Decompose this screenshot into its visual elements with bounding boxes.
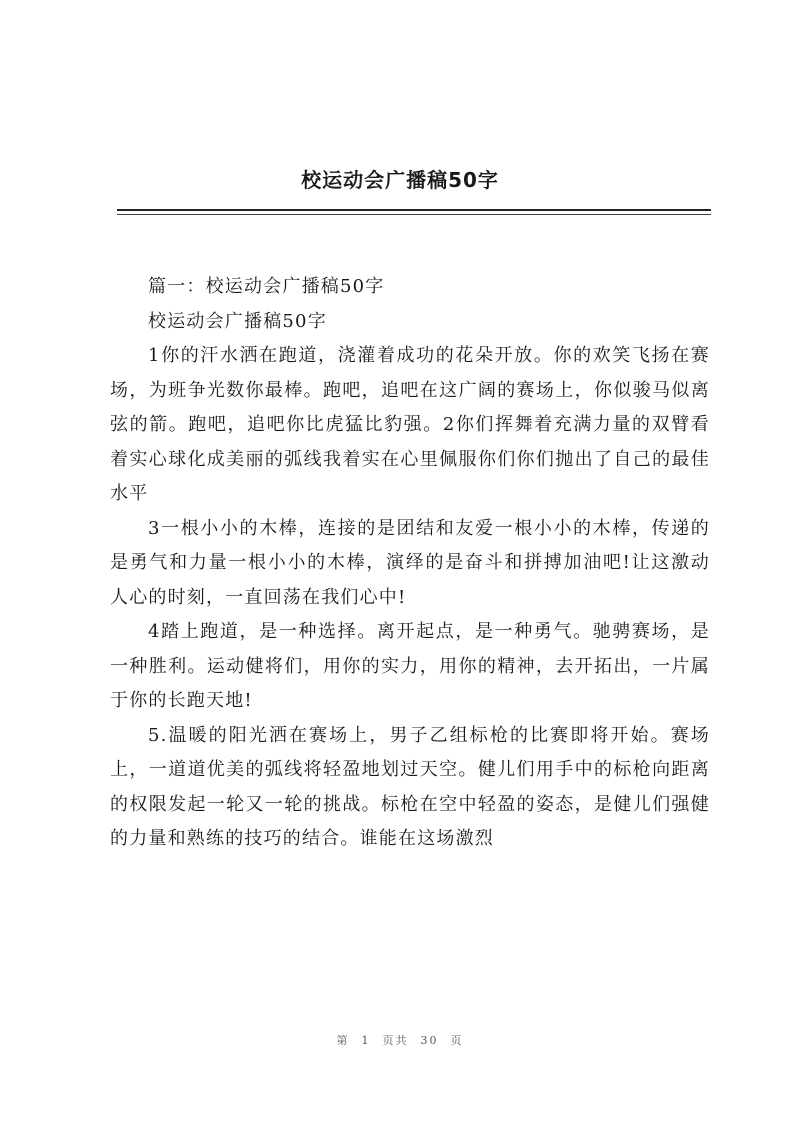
page-footer <box>0 1032 800 1048</box>
footer-suffix: 页 <box>450 1034 464 1047</box>
subtitle-line: 校运动会广播稿50字 <box>148 310 327 332</box>
title-underline <box>117 209 711 211</box>
paragraph: 3一根小小的木棒，连接的是团结和友爱一根小小的木棒，传递的是勇气和力量一根小小的木棒，演绎的是奋斗和拼搏加油吧!让这激动人心的时刻，一直回荡在我们心中! <box>110 517 710 608</box>
footer-current-page: 1 <box>361 1034 371 1047</box>
footer-prefix: 第 <box>336 1034 350 1047</box>
title-underline-thin <box>117 214 711 215</box>
footer-total-pages: 30 <box>420 1034 439 1047</box>
paragraph: 4踏上跑道，是一种选择。离开起点，是一种勇气。驰骋赛场，是一种胜利。运动健将们，用你的实力，用你的精神，去开拓出，一片属于你的长跑天地! <box>110 621 710 711</box>
paragraph: 5.温暖的阳光洒在赛场上，男子乙组标枪的比赛即将开始。赛场上，一道道优美的弧线将轻盈地划过天空。健儿们用手中的标枪向距离的权限发起一轮又一轮的挑战。标枪在空中轻盈的姿态，是健儿们强健的力量和熟练的技巧的结合。谁能在这场激烈 <box>110 724 710 849</box>
document-body <box>110 270 710 857</box>
document-title: 校运动会广播稿50字 <box>301 168 499 192</box>
section-heading: 篇一：校运动会广播稿50字 <box>148 276 385 297</box>
footer-middle: 页共 <box>382 1034 409 1047</box>
paragraph: 1你的汗水洒在跑道，浇灌着成功的花朵开放。你的欢笑飞扬在赛场，为班争光数你最棒。跑吧，追吧在这广阔的赛场上，你似骏马似离弦的箭。跑吧，追吧你比虎猛比豹强。2你们挥舞着充满力量的双臂看着实心球化成美丽的弧线我着实在心里佩服你们你们抛出了自己的最佳水平 <box>110 345 710 504</box>
